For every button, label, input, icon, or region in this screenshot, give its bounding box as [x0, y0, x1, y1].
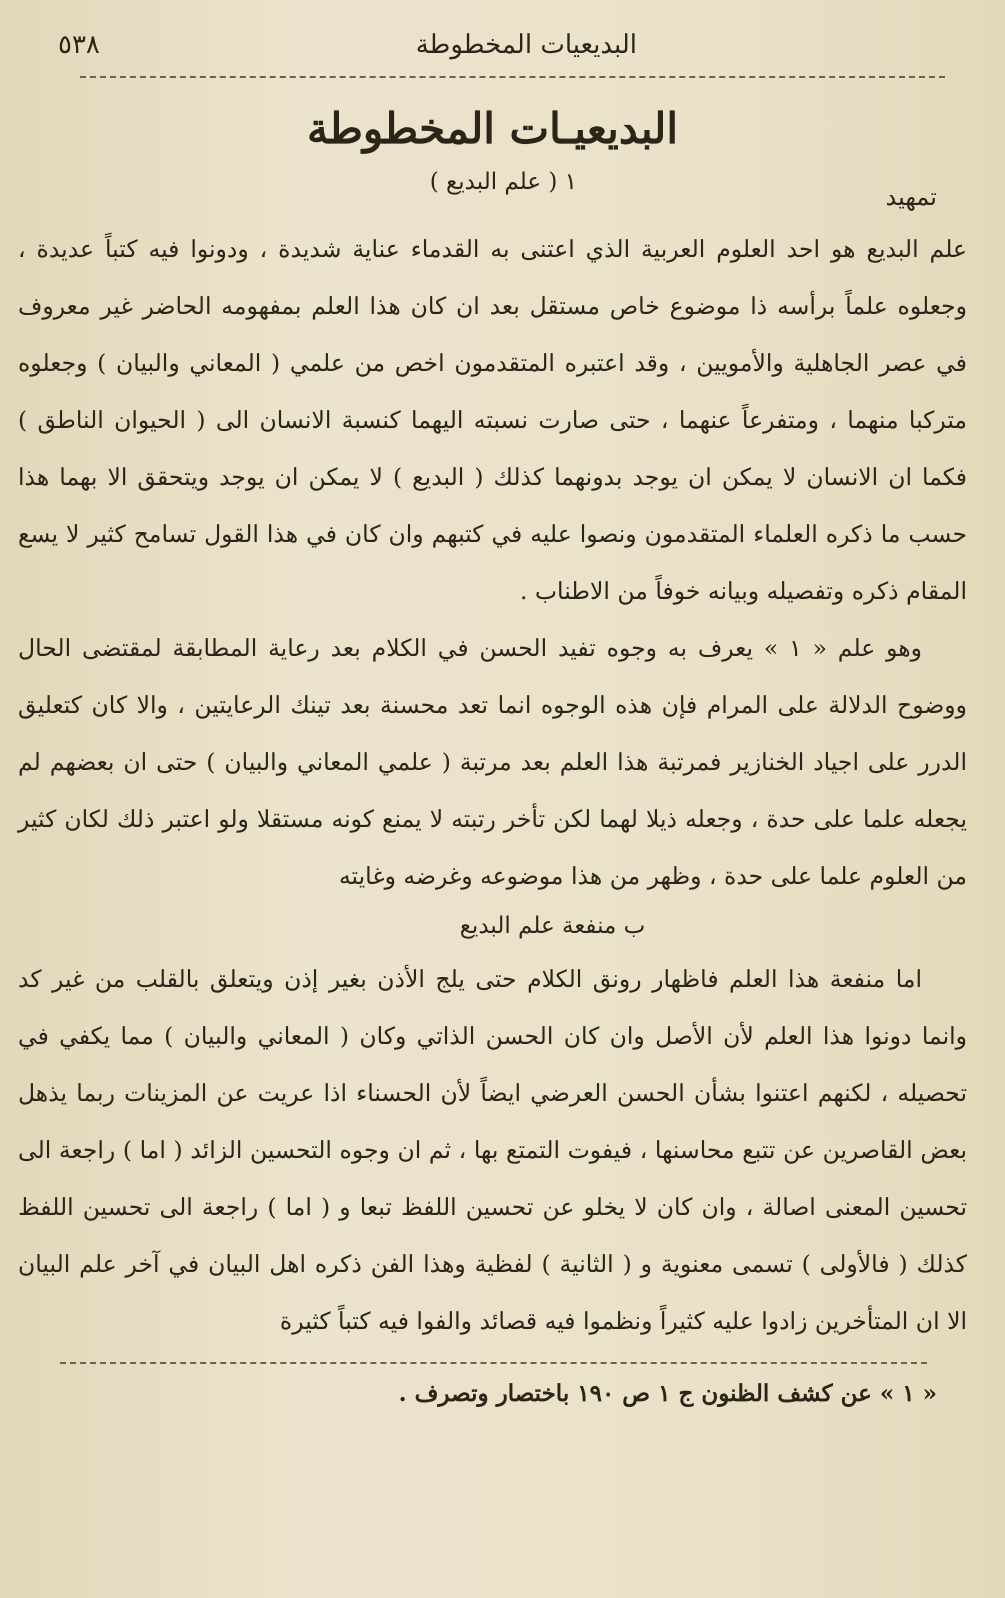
running-header [18, 30, 967, 76]
running-title: البديعيات المخطوطة [415, 30, 637, 60]
header-divider [80, 76, 945, 78]
footnote: « ١ » عن كشف الظنون ج ١ ص ١٩٠ باختصار وتصرف . [398, 1380, 937, 1407]
intro-label: تمهيد [885, 183, 937, 211]
subheading: ب منفعة علم البديع [459, 913, 646, 939]
paragraph-2: وهو علم « ١ » يعرف به وجوه تفيد الحسن في الكلام بعد رعاية المطابقة لمقتضى الحال ووضوح الدلالة على المرام فإن هذه الوجوه انما تعد محسنة بعد تينك الرعايتين ، والا كان كتعليق الدرر على اجياد الخنازير فمرتبة هذا العلم بعد مرتبة ( علمي المعاني والبيان ) حتى ان بعضهم لم يجعله علما على حدة ، وجعله ذيلا لهما لكن تأخر رتبته لا يمنع كونه مستقلا ولو اعتبر ذلك لكان كثير من العلوم علما على حدة ، وظهر من هذا موضوعه وغرضه وغايته [18, 634, 967, 890]
paragraph-1: علم البديع هو احد العلوم العربية الذي اعتنى به القدماء عناية شديدة ، ودونوا فيه كتباً عديدة ، وجعلوه علماً برأسه ذا موضوع خاص مستقل بعد ان كان هذا العلم بمفهومه الحاضر غير معروف في عصر الجاهلية والأمويين ، وقد اعتبره المتقدمون اخص من علمي ( المعاني والبيان ) وجعلوه متركبا منهما ، ومتفرعاً عنهما ، حتى صارت نسبته اليهما كنسبة الانسان الى ( الحيوان الناطق ) فكما ان الانسان لا يمكن ان يوجد بدونهما كذلك ( البديع ) لا يمكن ان يوجد ويتحقق الا بهما هذا حسب ما ذكره العلماء المتقدمون ونصوا عليه في كتبهم وان كان في هذا القول تسامح كثير لا يسع المقام ذكره وتفصيله وبيانه خوفاً من الاطناب . [18, 235, 967, 605]
section-heading: ١ ( علم البديع ) [429, 169, 577, 195]
article-title: البديعيـات المخطوطة [306, 104, 679, 153]
paragraph-3: اما منفعة هذا العلم فاظهار رونق الكلام حتى يلج الأذن بغير إذن ويتعلق بالقلب من غير كد وانما دونوا هذا العلم لأن الأصل وان كان الحسن الذاتي وكان ( المعاني والبيان ) مما يكفي في تحصيله ، لكنهم اعتنوا بشأن الحسن العرضي ايضاً لأن الحسناء اذا عريت عن المزينات ربما يذهل بعض القاصرين عن تتبع محاسنها ، فيفوت التمتع بها ، ثم ان وجوه التحسين الزائد ( اما ) راجعة الى تحسين المعنى اصالة ، وان كان لا يخلو عن تحسين اللفظ تبعا و ( اما ) راجعة الى تحسين اللفظ كذلك ( فالأولى ) تسمى معنوية و ( الثانية ) لفظية وهذا الفن ذكره اهل البيان في آخر علم البيان الا ان المتأخرين زادوا عليه كثيراً ونظموا فيه قصائد والفوا فيه كتباً كثيرة [18, 965, 967, 1335]
page-number: ٥٣٨ [58, 30, 100, 60]
footnote-divider [60, 1362, 927, 1364]
section-heading-row [18, 169, 967, 221]
